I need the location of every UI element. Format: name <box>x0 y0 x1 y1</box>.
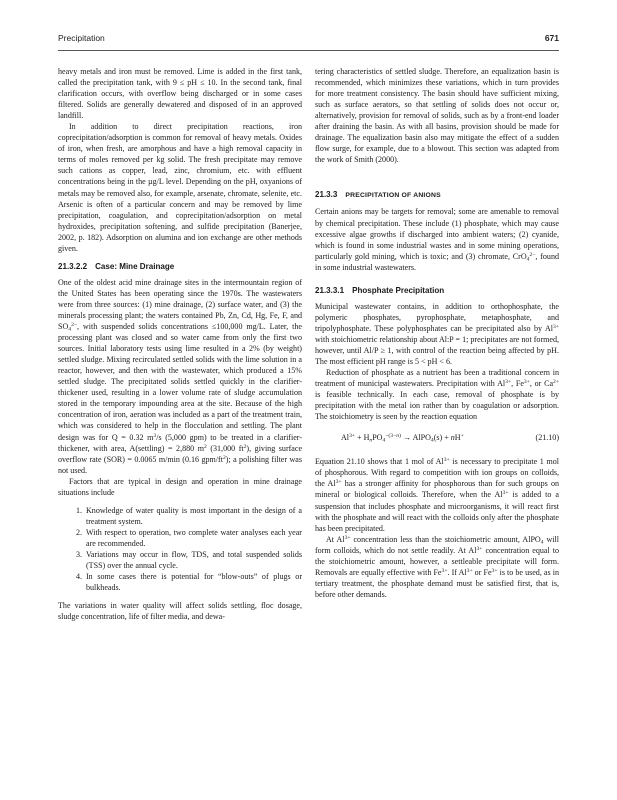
paragraph: Equation 21.10 shows that 1 mol of $Al^{3+}$ is necessary to precipitate 1 mol of phosphorous. With regard to competition with ion groups on colloids, the $Al^{3+}$ has a stronger affinity for phosphorous than for such groups on mineral or biological colloids. Therefore, when the $Al^{3+}$ is added to a suspension that includes phosphate and microorganisms, it will react first with the phosphate and will react with the colloids only after the phosphate has been precipitated. <box>315 457 559 533</box>
header-rule <box>58 50 559 51</box>
subsection-heading <box>315 285 559 296</box>
section-number: 21.3.2.2 <box>58 261 88 271</box>
section-heading <box>315 189 559 201</box>
section-heading <box>58 261 302 272</box>
paragraph: At $Al^{3+}$ concentration less than the stoichiometric amount, AlPO$_4$ will form colloids, which do not settle readily. At $Al^{3+}$ concentration equal to the stoichiometric amount, however, a settleable precipitate will form. Removals are equally effective with $Fe^{3+}$. If $Al^{3+}$ or $Fe^{3+}$ is to be used, as in tertiary treatment, the phosphate demand must be satisfied first, that is, before other demands. <box>315 534 560 599</box>
paragraph: Municipal wastewater contains, in addition to orthophosphate, the polymeric phosphates, pyrophosphate, metaphosphate, and tripolyphosphate. These polyphosphates can be precipitated also by $Al^{3+}$ with stoichiometric relationship about Al:P = 1; precipitates are not formed, however, until Al/P ≥ 1, with control of the reaction being affected by pH. The most efficient pH range is 5 < pH < 6. <box>315 301 559 367</box>
equation-21-10 <box>315 432 559 448</box>
section-number: 21.3.3 <box>315 190 338 200</box>
page-number: 671 <box>544 33 559 43</box>
paragraph: Reduction of phosphate as a nutrient has been a traditional concern in treatment of municipal wastewaters. Precipitation with $Al^{3+}$, $Fe^{3+}$, or $Ca^{2+}$ is feasible technically. In each case, removal of phosphate is by precipitation with the metal ion rather than by coagulation or adsorption. The stoichiometry is seen by the reaction equation <box>315 368 559 422</box>
equation-number: (21.10) <box>535 433 559 443</box>
section-title: Case: Mine Drainage <box>95 261 175 271</box>
list-item: 3. Variations may occur in flow, TDS, and total suspended solids (TSS) over the annual cycle. <box>84 549 302 571</box>
paragraph: Factors that are typical in design and operation in mine drainage situations include <box>58 476 302 497</box>
right-column <box>315 66 559 600</box>
running-title: Precipitation <box>58 33 105 43</box>
left-column <box>58 66 302 622</box>
factors-list <box>58 505 302 593</box>
paragraph: heavy metals and iron must be removed. Lime is added in the first tank, called the precipitation tank, with 9 ≤ pH ≤ 10. In the second tank, final clarification occurs, with overflow being discharged or in some cases filtered. Solids are generally dewatered and disposed of in an approved landfill. <box>58 67 302 121</box>
section-title: PRECIPITATION OF ANIONS <box>345 192 441 200</box>
subsection-number: 21.3.3.1 <box>315 285 345 295</box>
paragraph: In addition to direct precipitation reactions, iron coprecipitation/adsorption is common for removal of heavy metals. Oxides of iron, when fresh, are amorphous and have a high removal capacity in terms of moles removed per kg solid. The fresh precipitate may remove such cations as copper, lead, zinc, chromium, etc. with effluent concentrations being in the µg/L level. Depending on the pH, oxyanions of metals may be removed also, for example, arsenate, chromate, selenite, etc. Arsenic is often of a particular concern and may be removed by lime precipitation, coagulation, and coprecipitation/adsorption on metal hydroxides, precipitation softening, and sulfide precipitation (Banerjee, 2002, p. 182). Adsorption on alumina and ion exchange are other methods given. <box>58 122 302 253</box>
paragraph: Certain anions may be targets for removal; some are amenable to removal by chemical precipitation. These include (1) phosphate, which may cause excessive algae growths if discharged into ambient waters; (2) cyanide, which is found in some industrial wastes and in some mining operations, particularly gold mining, which is toxic; and (3) chromate, CrO$_4^{2-}$, found in some industrial wastewaters. <box>315 207 559 272</box>
running-header <box>58 33 559 47</box>
paragraph: tering characteristics of settled sludge. Therefore, an equalization basin is recommended, which minimizes these variations, which in turn provides for more treatment consistency. The basin should have sufficient mixing, such as surface aerators, so that settling of solids does not occur or, alternatively, provision for removal of solids, such as by a front-end loader after draining the basin. As with all basins, provision should be made for drainage. The equalization basin also may mitigate the effect of a sudden flow surge, for example, due to a blowout. This section was adapted from the work of Smith (2000). <box>315 67 559 165</box>
paragraph: One of the oldest acid mine drainage sites in the intermountain region of the United States has been operating since the 1970s. The wastewaters were from three sources: (1) mine drainage, (2) surface water, and (3) the minerals processing plant; the waters contained Pb, Zn, Cd, Hg, Fe, F, and $SO_4^{2-}$, with suspended solids concentrations ≤100,000 mg/L. Later, the processing plant was closed and so water came from only the first two sources. Initial laboratory tests using lime resulted in a 2% (by weight) settled sludge. Mixing recirculated settled solids with the lime solution in a reactor, however, and then with the wastewater, which produced a 15% settled sludge. The precipitated solids settled quickly in the clarifier-thickener used, resulting in a lower volume rate of sludge accumulation stored in the temporary impounding area at the site. Because of the high concentration of iron, aeration was included as a part of the treatment train, which was considered to help in the flocculation and settling. The plant design was for Q = 0.32 $m^3/s$ (5,000 gpm) to be treated in a clarifier-thickener, with area, A(settling) = 2,880 $m^2$ (31,000 $ft^2$), giving surface overflow rate (SOR) = 0.0065 m/min (0.16 gpm/$ft^2$); a polishing filter was not used. <box>58 277 303 475</box>
paragraph: The variations in water quality will affect solids settling, floc dosage, sludge concentration, life of filter media, and dewa- <box>58 601 302 622</box>
list-item: 4. In some cases there is potential for “blow-outs” of plugs or bulkheads. <box>84 571 302 593</box>
list-item: 1. Knowledge of water quality is most important in the design of a treatment system. <box>84 505 302 527</box>
equation-expression: $Al^{3+} + H_nPO_4^{-(3-n)}$ → AlPO$_4$(s) + nH+ <box>341 433 464 444</box>
list-item: 2. With respect to operation, two complete water analyses each year are recommended. <box>84 527 302 549</box>
subsection-title: Phosphate Precipitation <box>352 285 445 295</box>
